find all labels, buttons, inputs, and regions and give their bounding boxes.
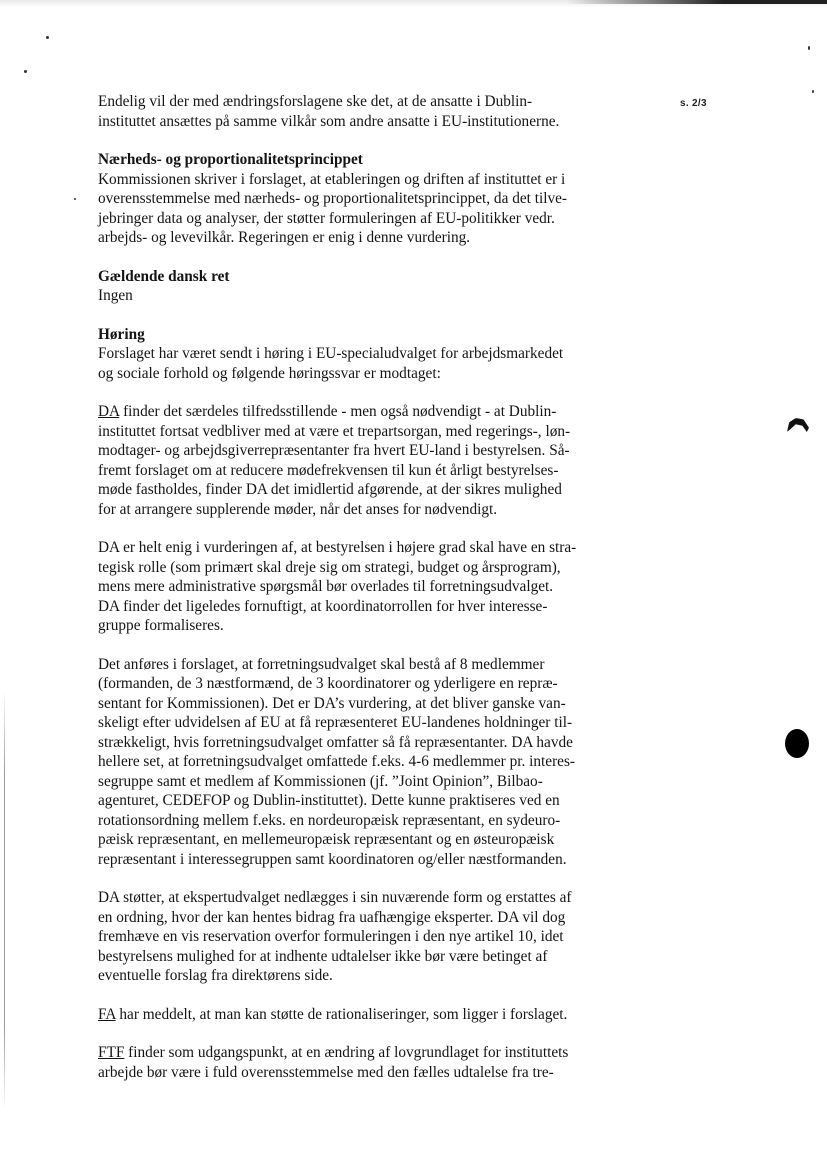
text-run: har meddelt, at man kan støtte de rationaliseringer, som ligger i forslaget. [115, 1005, 568, 1023]
paragraph [98, 92, 623, 131]
text-run: finder det særdeles tilfredsstillende - men også nødvendigt - at Dublin- [119, 403, 557, 420]
text-line: segruppe samt et medlem af Kommissionen (jf. ”Joint Opinion”, Bilbao- [98, 772, 543, 790]
text-line: DA finder det ligeledes fornuftigt, at koordinatorrollen for hver interesse- [98, 597, 548, 615]
paragraph-da-3 [98, 655, 623, 870]
text-line: (formanden, de 3 næstformænd, de 3 koordinatorer og yderligere en repræ- [98, 675, 558, 692]
text-line: møde fastholdes, finder DA det imidlertid afgørende, at der sikres mulighed [98, 481, 562, 498]
organisation-abbrev: FA [98, 1005, 116, 1023]
organisation-abbrev: DA [98, 403, 120, 420]
scan-speck [812, 90, 814, 93]
text-run: finder som udgangspunkt, at en ændring af lovgrundlaget for instituttets [124, 1044, 569, 1061]
text-line: Det anføres i forslaget, at forretningsudvalget skal bestå af 8 medlemmer [98, 655, 545, 673]
text-line: instituttet ansættes på samme vilkår som andre ansatte i EU-institutionerne. [98, 112, 560, 130]
paragraph-da-4 [98, 888, 623, 986]
organisation-abbrev: FTF [98, 1044, 125, 1061]
text-line: fremt forslaget om at reducere mødefrekvensen til kun ét årligt bestyrelses- [98, 461, 559, 479]
scan-speck [46, 36, 49, 39]
paragraph-ftf [98, 1043, 623, 1082]
section-naerhed [98, 150, 623, 248]
body-text [98, 92, 623, 1082]
scan-speck [808, 46, 810, 50]
text-line: mens mere administrative spørgsmål bør overlades til forretningsudvalget. [98, 578, 554, 595]
text-line: sentant for Kommissionen). Det er DA’s vurdering, at det bliver ganske van- [98, 694, 566, 712]
text-line: instituttet fortsat vedbliver med at være et trepartsorgan, med regerings-, løn- [98, 422, 571, 440]
text-line [98, 1043, 623, 1063]
text-line: for at arrangere supplerende møder, når det anses for nødvendigt. [98, 500, 498, 518]
section-heading: Gældende dansk ret [98, 267, 230, 285]
text-line: hellere set, at forretningsudvalget omfattede f.eks. 4-6 medlemmer pr. interes- [98, 753, 576, 770]
punch-hole-mark [785, 729, 809, 758]
page-number: s. 2/3 [680, 98, 707, 109]
text-line: pæisk repræsentant, en mellemeuropæisk repræsentant og en østeuropæisk [98, 831, 555, 848]
text-line: DA støtter, at ekspertudvalget nedlægges i sin nuværende form og erstattes af [98, 889, 572, 906]
paragraph-da-1 [98, 402, 623, 519]
scan-margin-line [4, 690, 5, 1110]
text-line: arbejde bør være i fuld overensstemmelse med den fælles udtalelse fra tre- [98, 1063, 554, 1081]
text-line: strækkeligt, hvis forretningsudvalget omfatter så få repræsentanter. DA havde [98, 733, 573, 751]
text-line: fremhæve en vis reservation overfor formuleringen i den nye artikel 10, idet [98, 928, 564, 945]
section-gaeldende-ret [98, 267, 623, 306]
text-line: Forslaget har været sendt i høring i EU-specialudvalget for arbejdsmarkedet [98, 345, 564, 362]
text-line [98, 402, 623, 422]
text-line: bestyrelsens mulighed for at indhente udtalelser ikke bør være betinget af [98, 947, 548, 965]
text-line: og sociale forhold og følgende høringssvar er modtaget: [98, 364, 441, 382]
text-line: modtager- og arbejdsgiverrepræsentanter fra hvert EU-land i bestyrelsen. Så- [98, 442, 570, 459]
text-line [98, 1005, 623, 1025]
text-line: overensstemmelse med nærheds- og proportionalitetsprincippet, da det tilve- [98, 190, 567, 207]
text-line: Ingen [98, 287, 133, 304]
text-line: rotationsordning mellem f.eks. en nordeuropæisk repræsentant, en sydeuro- [98, 811, 561, 829]
text-line: skeligt efter udvidelsen af EU at få repræsenteret EU-landenes holdninger til- [98, 714, 573, 731]
text-line: gruppe formaliseres. [98, 617, 224, 634]
scan-edge-mark [567, 0, 827, 4]
section-heading: Nærheds- og proportionalitetsprincippet [98, 151, 363, 168]
section-hoering [98, 325, 623, 384]
text-line: agenturet, CEDEFOP og Dublin-instituttet). Dette kunne praktiseres ved en [98, 792, 560, 809]
text-line: repræsentant i interessegruppen samt koordinatoren og/eller næstformanden. [98, 850, 567, 868]
text-line: DA er helt enig i vurderingen af, at bestyrelsen i højere grad skal have en stra- [98, 539, 577, 556]
text-line: tegisk rolle (som primært skal dreje sig om strategi, budget og årsprogram), [98, 558, 561, 576]
text-line: Endelig vil der med ændringsforslagene ske det, at de ansatte i Dublin- [98, 93, 533, 110]
paragraph-da-2 [98, 538, 623, 636]
scan-speck [74, 198, 76, 200]
text-line: jebringer data og analyser, der støtter formuleringen af EU-politikker vedr. [98, 209, 555, 227]
section-heading: Høring [98, 325, 145, 343]
paragraph-fa [98, 1005, 623, 1025]
scan-smudge-mark [787, 418, 809, 432]
text-line: en ordning, hvor der kan hentes bidrag fra uafhængige eksperter. DA vil dog [98, 908, 566, 926]
text-line: eventuelle forslag fra direktørens side. [98, 967, 333, 984]
scan-speck [24, 70, 27, 73]
text-line: Kommissionen skriver i forslaget, at etableringen og driften af instituttet er i [98, 170, 566, 188]
text-line: arbejds- og levevilkår. Regeringen er enig i denne vurdering. [98, 229, 471, 246]
